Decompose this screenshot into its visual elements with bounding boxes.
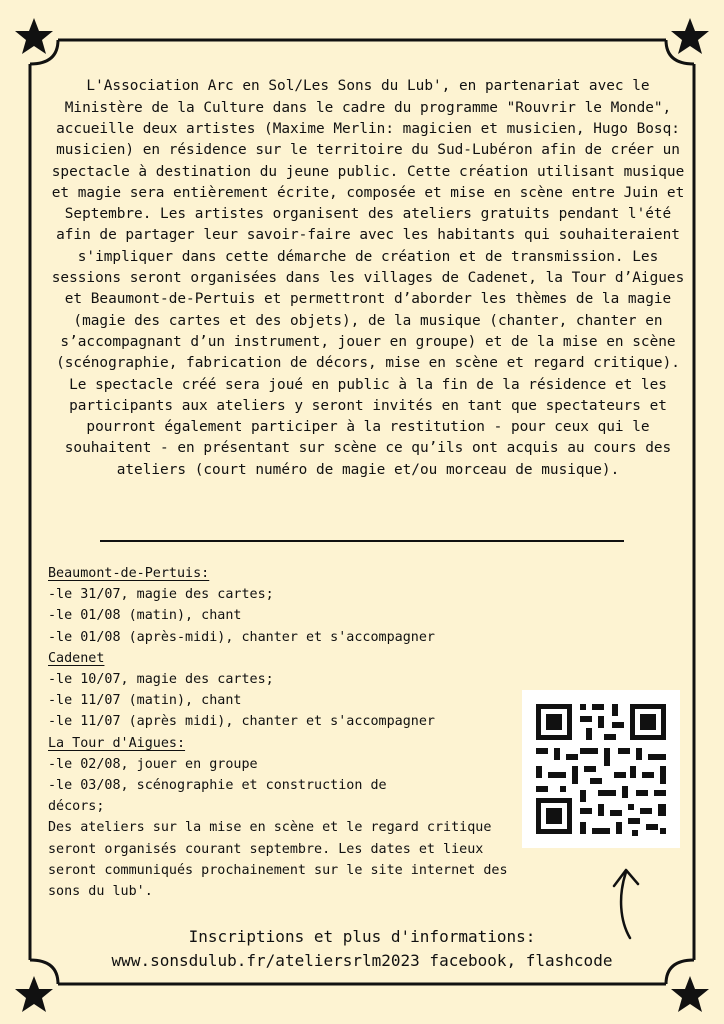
footer-registration-label: Inscriptions et plus d'informations: bbox=[188, 927, 536, 946]
star-icon bbox=[14, 974, 54, 1014]
location-heading-tour-d-aigues: La Tour d'Aigues: bbox=[48, 735, 186, 751]
footer-info bbox=[40, 925, 684, 973]
location-heading-cadenet: Cadenet bbox=[48, 650, 105, 666]
schedule-item: -le 11/07 (matin), chant bbox=[48, 693, 242, 709]
schedule-item: -le 02/08, jouer en groupe bbox=[48, 756, 258, 772]
schedule-note: Des ateliers sur la mise en scène et le regard critique seront organisés courant septembre. Les dates et lieux seront communiqués prochainement sur le site internet des sons du lub'. bbox=[48, 820, 508, 900]
location-heading-beaumont: Beaumont-de-Pertuis: bbox=[48, 566, 210, 581]
schedule-item: -le 01/08 (après-midi), chanter et s'accompagner bbox=[48, 629, 435, 645]
star-icon bbox=[670, 974, 710, 1014]
schedule-item: -le 01/08 (matin), chant bbox=[48, 608, 242, 624]
schedule-item: -le 10/07, magie des cartes; bbox=[48, 672, 274, 688]
footer-website-link[interactable]: www.sonsdulub.fr/ateliersrlm2023 facebook, flashcode bbox=[111, 951, 613, 970]
star-icon bbox=[14, 16, 54, 56]
schedule-item: -le 11/07 (après midi), chanter et s'accompagner bbox=[48, 714, 435, 730]
intro-paragraph: L'Association Arc en Sol/Les Sons du Lub', en partenariat avec le Ministère de la Culture dans le cadre du programme "Rouvrir le Monde", accueille deux artistes (Maxime Merlin: magicien et musicien, Hugo Bosq: musicien) en résidence sur le territoire du Sud-Lubéron afin de créer un spectacle à destination du jeune public. Cette création utilisant musique et magie sera entièrement écrite, composée et mise en scène entre Juin et Septembre. Les artistes organisent des ateliers gratuits pendant l'été afin de partager leur savoir-faire avec les habitants qui souhaiteraient s'impliquer dans cette démarche de création et de transmission. Les sessions seront organisées dans les villages de Cadenet, la Tour d’Aigues et Beaumont-de-Pertuis et permettront d’aborder les thèmes de la magie (magie des cartes et des objets), de la musique (chanter, chanter en s’accompagnant d’un instrument, jouer en groupe) et de la mise en scène (scénographie, fabrication de décors, mise en scène et regard critique). Le spectacle créé sera joué en public à la fin de la résidence et les participants aux ateliers y seront invités en tant que spectateurs et pourront également participer à la restitution - pour ceux qui le souhaitent - en présentant sur scène ce qu’ils ont acquis au cours des ateliers (court numéro de magie et/ou morceau de musique). bbox=[51, 78, 685, 478]
section-divider bbox=[100, 540, 624, 542]
schedule-item: décors; bbox=[48, 799, 105, 815]
star-icon bbox=[670, 16, 710, 56]
workshop-schedule bbox=[48, 563, 518, 902]
qr-code[interactable] bbox=[522, 690, 680, 848]
schedule-item: -le 31/07, magie des cartes; bbox=[48, 587, 274, 603]
schedule-item: -le 03/08, scénographie et construction de bbox=[48, 778, 387, 794]
